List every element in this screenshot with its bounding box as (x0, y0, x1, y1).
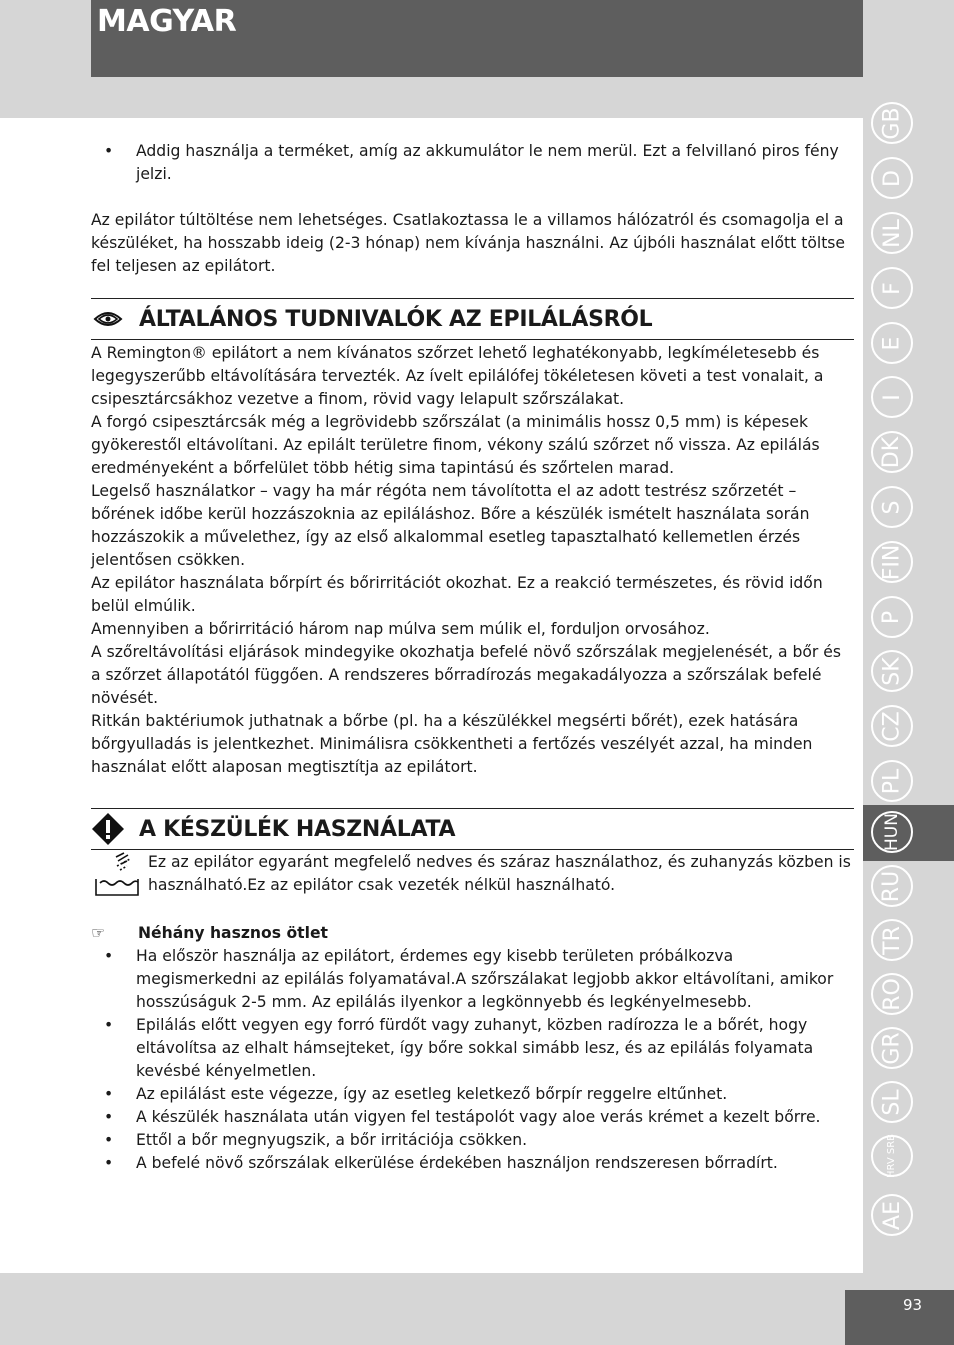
lang-tab-ro[interactable]: RO (871, 973, 913, 1015)
bullet-dot: • (104, 1085, 114, 1103)
tip-item (91, 1129, 854, 1152)
lang-tab-dk[interactable]: DK (871, 431, 913, 473)
lang-tab-ae[interactable]: AE (871, 1194, 913, 1236)
general-paragraph: Legelső használatkor – vagy ha már régóta nem távolította el az adott testrész szőrzetét – bőrének időbe kerül hozzászoknia az epiláláshoz. Bőre a készülék ismételt használata során hozzászokik a művelethez, így az első alkalommal esetleg tapasztalható kellemetlen érzés jelentősen csökken. (91, 482, 810, 569)
lang-tab-p[interactable]: P (871, 596, 913, 638)
lang-tab-hun-active[interactable]: HUN (871, 811, 913, 853)
main-content (91, 140, 854, 1175)
bullet-dot: • (104, 142, 114, 160)
lang-tab-tr[interactable]: TR (871, 919, 913, 961)
shower-text: Ez az epilátor egyaránt megfelelő nedves és száraz használathoz, és zuhanyzás közben is használható.Ez az epilátor csak vezeték nélkül használható. (148, 853, 851, 894)
tip-item (91, 945, 854, 1014)
tip-text: Epilálás előtt vegyen egy forró fürdőt vagy zuhanyt, közben radírozza le a bőrét, hogy eltávolítsa az elhalt hámsejteket, így bőre sokkal simább lesz, és az epilálás folyamata kevésbé kényelmetlen. (136, 1016, 814, 1080)
lang-tab-fin[interactable]: FIN (871, 541, 913, 583)
lang-tab-cz[interactable]: CZ (871, 705, 913, 747)
section-usage-heading (91, 808, 854, 850)
page-number-box (845, 1290, 954, 1345)
tip-item (91, 1083, 854, 1106)
lang-tab-e[interactable]: E (871, 322, 913, 364)
tip-text: Ettől a bőr megnyugszik, a bőr irritációja csökken. (136, 1131, 528, 1149)
lang-tab-s[interactable]: S (871, 486, 913, 528)
lang-tab-i[interactable]: I (871, 376, 913, 418)
lang-tab-pl[interactable]: PL (871, 760, 913, 802)
general-paragraph: Amennyiben a bőrirritáció három nap múlva sem múlik el, forduljon orvosához. (91, 620, 710, 638)
general-paragraph: A szőreltávolítási eljárások mindegyike okozhatja befelé növő szőrszálak megjelenését, a bőr és a szőrzet állapotától függően. A rendszeres bőrradírozás megakadályozza a szőrszálak befelé növését. (91, 643, 842, 707)
tip-text: Az epilálást este végezze, így az esetleg keletkező bőrpír reggelre eltűnhet. (136, 1085, 728, 1103)
intro-paragraph: Az epilátor túltöltése nem lehetséges. Csatlakoztassa le a villamos hálózatról és csomagolja el a készüléket, ha hosszabb ideig (2-3 hónap) nem kívánja használni. Az újbóli használat előtt töltse fel teljesen az epilátort. (91, 211, 846, 275)
tip-item (91, 1152, 854, 1175)
tip-text: Ha először használja az epilátort, érdemes egy kisebb területen próbálkozva megismerkedni az epilálás folyamatával.A szőrszálakat legjobb akkor eltávolítani, amikor hosszúságuk 2-5 mm. Az epilálás ilyenkor a legkönnyebb és legkényelmesebb. (136, 947, 834, 1011)
pointing-hand-icon: ☞ (91, 924, 105, 942)
tips-heading (91, 922, 854, 945)
warning-icon (91, 812, 125, 846)
general-paragraph: A Remington® epilátort a nem kívánatos szőrzet lehető leghatékonyabb, legkíméletesebb és legegyszerűbb eltávolítására tervezték. Az ívelt epilálófej tökéletesen követi a test vonalait, a csipesztárcsákhoz vezetve a finom, rövid vagy lelapult szőrszálakat. (91, 344, 824, 408)
lang-tab-f[interactable]: F (871, 267, 913, 309)
tip-item (91, 1014, 854, 1083)
page-number: 93 (903, 1296, 923, 1314)
section-general-heading (91, 298, 854, 340)
language-sidebar (863, 98, 919, 1258)
eye-icon (91, 302, 125, 336)
tips-title: Néhány hasznos ötlet (138, 924, 328, 942)
bullet-dot: • (104, 1154, 114, 1172)
tip-text: A befelé növő szőrszálak elkerülése érdekében használjon rendszeresen bőrradírt. (136, 1154, 778, 1172)
tip-item (91, 1106, 854, 1129)
shower-note (91, 851, 854, 899)
lang-tab-sl[interactable]: SL (871, 1081, 913, 1123)
lang-tab-gr[interactable]: GR (871, 1027, 913, 1069)
section-general-title: ÁLTALÁNOS TUDNIVALÓK AZ EPILÁLÁSRÓL (139, 306, 653, 332)
header-bar (91, 0, 863, 77)
lang-tab-hrv-srb[interactable]: HRV SRB (871, 1135, 913, 1177)
lang-tab-nl[interactable]: NL (871, 212, 913, 254)
shower-bath-icon (94, 851, 144, 899)
bullet-dot: • (104, 1131, 114, 1149)
lang-tab-sk[interactable]: SK (871, 650, 913, 692)
bullet-dot: • (104, 947, 114, 965)
lang-tab-gb[interactable]: GB (871, 102, 913, 144)
lang-tab-ru[interactable]: RU (871, 865, 913, 907)
section-usage-title: A KÉSZÜLÉK HASZNÁLATA (139, 816, 456, 842)
lang-tab-d[interactable]: D (871, 157, 913, 199)
general-paragraph: A forgó csipesztárcsák még a legrövidebb szőrszálat (a minimális hossz 0,5 mm) is képesek gyökerestől eltávolítani. Az epilált területre finom, vékony szálú szőrzet nő vissza. Az epilálás eredményeként a bőrfelület több hétig sima tapintású és szőrtelen marad. (91, 413, 820, 477)
general-paragraph: Az epilátor használata bőrpírt és bőrirritációt okozhat. Ez a reakció természetes, és rövid időn belül elmúlik. (91, 574, 823, 615)
intro-bullet-text: Addig használja a terméket, amíg az akkumulátor le nem merül. Ezt a felvillanó piros fény jelzi. (136, 142, 839, 183)
bullet-dot: • (104, 1016, 114, 1034)
bullet-dot: • (104, 1108, 114, 1126)
tip-text: A készülék használata után vigyen fel testápolót vagy aloe verás krémet a kezelt bőrre. (136, 1108, 821, 1126)
intro-bullet (91, 140, 854, 186)
general-paragraph: Ritkán baktériumok juthatnak a bőrbe (pl. ha a készülékkel megsérti bőrét), ezek hatására bőrgyulladás is jelentkezhet. Minimálisra csökkentheti a fertőzés veszélyét azzal, ha minden használat előtt alaposan megtisztítja az epilátort. (91, 712, 813, 776)
page-title: MAGYAR (97, 4, 237, 39)
